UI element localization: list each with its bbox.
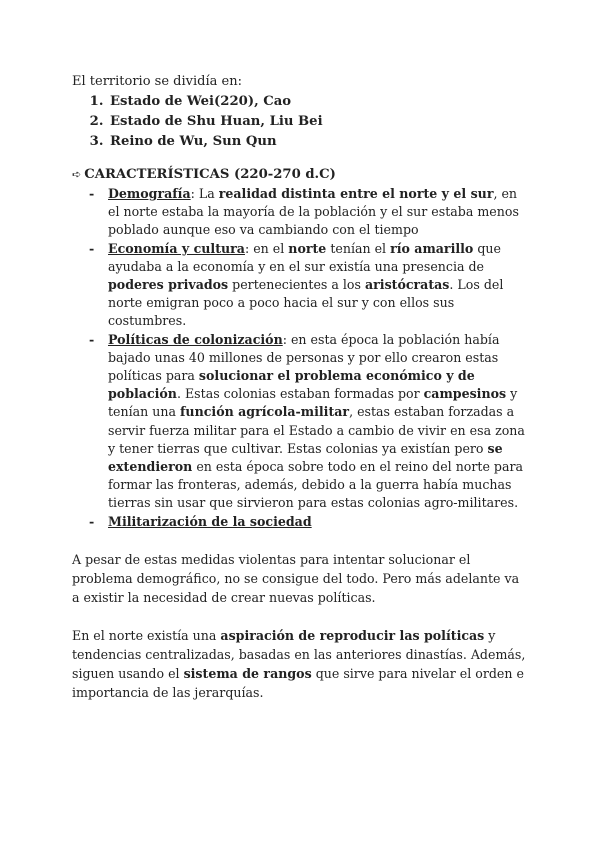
feature-text: , en el norte estaba la mayoría de la población y el sur estaba menos poblado aunque eso va cambiando con el tiempo — [108, 186, 519, 238]
feature-text: . Los del norte emigran poco a poco hacia el sur y con ellos sus costumbres. — [108, 277, 504, 329]
document-page — [72, 72, 528, 702]
feature-text: . Estas colonias estaban formadas por — [176, 386, 424, 402]
feature-item-politicas — [89, 331, 528, 513]
feature-highlight: solucionar el problema económico y de población — [108, 368, 475, 402]
dash-marker: - — [89, 331, 95, 347]
feature-highlight: río amarillo — [390, 240, 474, 256]
feature-item-militarizacion — [89, 513, 528, 531]
feature-label: Demografía — [108, 186, 191, 201]
feature-text: en esta época sobre todo en el reino del norte para formar las fronteras, además, debido a la guerra había muchas tierras sin usar que sirvieron para estas colonias agro-militares. — [108, 459, 524, 511]
paragraph-north — [72, 626, 528, 702]
feature-item-economia — [89, 240, 528, 331]
paragraph-highlight: aspiración de reproducir las políticas — [220, 627, 485, 643]
state-item-wei: 1. Estado de Wei(220), Cao — [108, 92, 528, 112]
characteristics-list — [72, 185, 528, 531]
feature-text: : La — [190, 186, 219, 201]
feature-label: Militarización de la sociedad — [108, 513, 312, 529]
characteristics-title: CARACTERÍSTICAS (220-270 d.C) — [84, 167, 336, 182]
feature-item-demografia — [89, 185, 528, 240]
paragraph-text: que sirve para nivelar el orden e importancia de las jerarquías. — [72, 665, 524, 700]
state-item-shu: 2. Estado de Shu Huan, Liu Bei — [108, 112, 528, 132]
feature-label: Economía y cultura — [108, 240, 245, 256]
dash-marker: - — [89, 513, 95, 529]
feature-highlight: campesinos — [423, 386, 507, 402]
feature-text: : en esta época la población había bajado unas 40 millones de personas y por ello crearon estas políticas para — [108, 331, 500, 384]
arrow-icon: ➪ — [72, 168, 82, 181]
feature-text: que ayudaba a la economía y en el sur existía una presencia de — [108, 240, 501, 274]
feature-highlight: poderes privados — [108, 277, 229, 293]
dash-marker: - — [89, 186, 95, 201]
feature-highlight: función agrícola-militar — [180, 404, 350, 420]
paragraph-text: En el norte existía una — [72, 627, 221, 643]
feature-text: y tenían una — [108, 386, 518, 420]
dash-marker: - — [89, 240, 95, 256]
feature-text: pertenecientes a los — [228, 277, 365, 293]
feature-text: , estas estaban forzadas a servir fuerza militar para el Estado a cambio de vivir en esa zona y tener tierras que cultivar. Estas colonias ya existían pero — [108, 404, 525, 456]
characteristics-heading — [72, 165, 528, 185]
feature-label: Políticas de colonización — [108, 331, 283, 347]
feature-text: : en el — [244, 240, 289, 256]
feature-highlight: realidad distinta entre el norte y el sur — [218, 186, 494, 201]
feature-highlight: se extendieron — [108, 440, 503, 475]
feature-highlight: norte — [288, 240, 327, 256]
paragraph-demographic: A pesar de estas medidas violentas para intentar solucionar el problema demográfico, no se consigue del todo. Pero más adelante va a existir la necesidad de crear nuevas políticas. — [72, 551, 520, 605]
paragraph-highlight: sistema de rangos — [183, 665, 312, 681]
intro-text: El territorio se dividía en: — [72, 74, 242, 89]
states-list — [72, 92, 528, 152]
feature-text: tenían el — [326, 240, 391, 256]
feature-highlight: aristócratas — [364, 277, 450, 293]
state-item-wu: 3. Reino de Wu, Sun Qun — [108, 132, 528, 152]
paragraph-text: y tendencias centralizadas, basadas en las anteriores dinastías. Además, siguen usando el — [72, 627, 526, 681]
